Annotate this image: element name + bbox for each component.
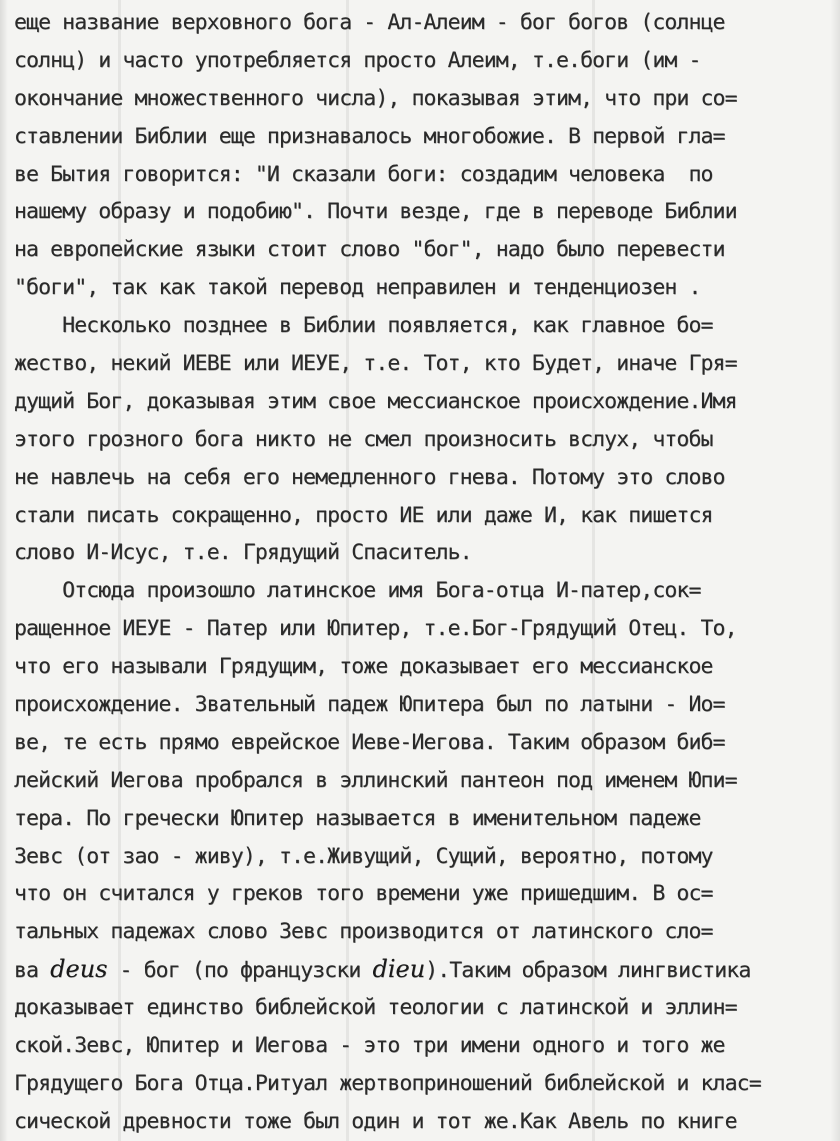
text-line: слово И-Исус, т.е. Грядущий Спаситель. [14,540,472,566]
text-line: ращенное ИЕУЕ - Патер или Юпитер, т.е.Бог-Грядущий Отец. То, [14,616,737,642]
text-line: солнц) и часто употребляется просто Алеим, т.е.боги (им - [14,47,701,73]
text-line: ве, те есть прямо еврейское Иеве-Иегова. Таким образом биб= [14,729,725,755]
text-fragment: ва [14,958,51,984]
text-line: дущий Бог, доказывая этим свое мессианское происхождение.Имя [14,388,737,414]
text-line: что его называли Грядущим, тоже доказывает его мессианское [14,654,713,680]
text-line: что он считался у греков того времени уже пришедшим. В ос= [14,881,713,907]
text-line: окончание множественного числа), показывая этим, что при со= [14,85,737,111]
text-line: жество, некий ИЕВЕ или ИЕУЕ, т.е. Тот, кто Будет, иначе Гря= [14,351,737,377]
text-fragment: - бог (по французски [107,958,373,984]
text-line: "боги", так как такой перевод неправилен и тенденциозен . [14,275,701,301]
text-line: на европейские языки стоит слово "бог", надо было перевести [14,237,725,263]
text-line: Отсюда произошло латинское имя Бога-отца И-патер,сок= [14,578,701,604]
text-line: Несколько позднее в Библии появляется, как главное бо= [14,313,713,339]
text-line: происхождение. Звательный падеж Юпитера был по латыни - Ио= [14,692,725,718]
text-line: тера. По гречески Юпитер называется в именительном падеже [14,805,701,831]
text-line: не навлечь на себя его немедленного гнева. Потому это слово [14,464,725,490]
text-line: Грядущего Бога Отца.Ритуал жертвоприношений библейской и клас= [14,1070,761,1096]
typewritten-text [14,4,834,1141]
text-line: ве Бытия говорится: "И сказали боги: создадим человека по [14,161,713,187]
text-line: стали писать сокращенно, просто ИЕ или даже И, как пишется [14,502,713,528]
text-line: ской.Зевс, Юпитер и Иегова - это три имени одного и того же [14,1033,725,1059]
text-line: этого грозного бога никто не смел произносить вслух, чтобы [14,426,713,452]
text-line: лейский Иегова пробрался в эллинский пантеон под именем Юпи= [14,767,737,793]
text-fragment: ).Таким образом лингвистика [425,958,751,984]
text-line: нашему образу и подобию". Почти везде, где в переводе Библии [14,199,737,225]
text-line: еще название верховного бога - Ал-Алеим - бог богов (солнце [14,10,725,35]
text-line: ставлении Библии еще признавалось многобожие. В первой гла= [14,123,725,149]
text-line: Зевс (от зао - живу), т.е.Живущий, Сущий, вероятно, потому [14,843,713,869]
handwritten-word: deus [50,955,108,984]
text-line: доказывает единство библейской теологии с латинской и эллин= [14,995,737,1021]
text-line: тальных падежах слово Зевс производится от латинского сло= [14,919,713,945]
text-line-mixed [14,951,834,989]
handwritten-word: dieu [372,955,426,984]
text-line: сической древности тоже был один и тот же.Как Авель по книге [14,1108,737,1134]
